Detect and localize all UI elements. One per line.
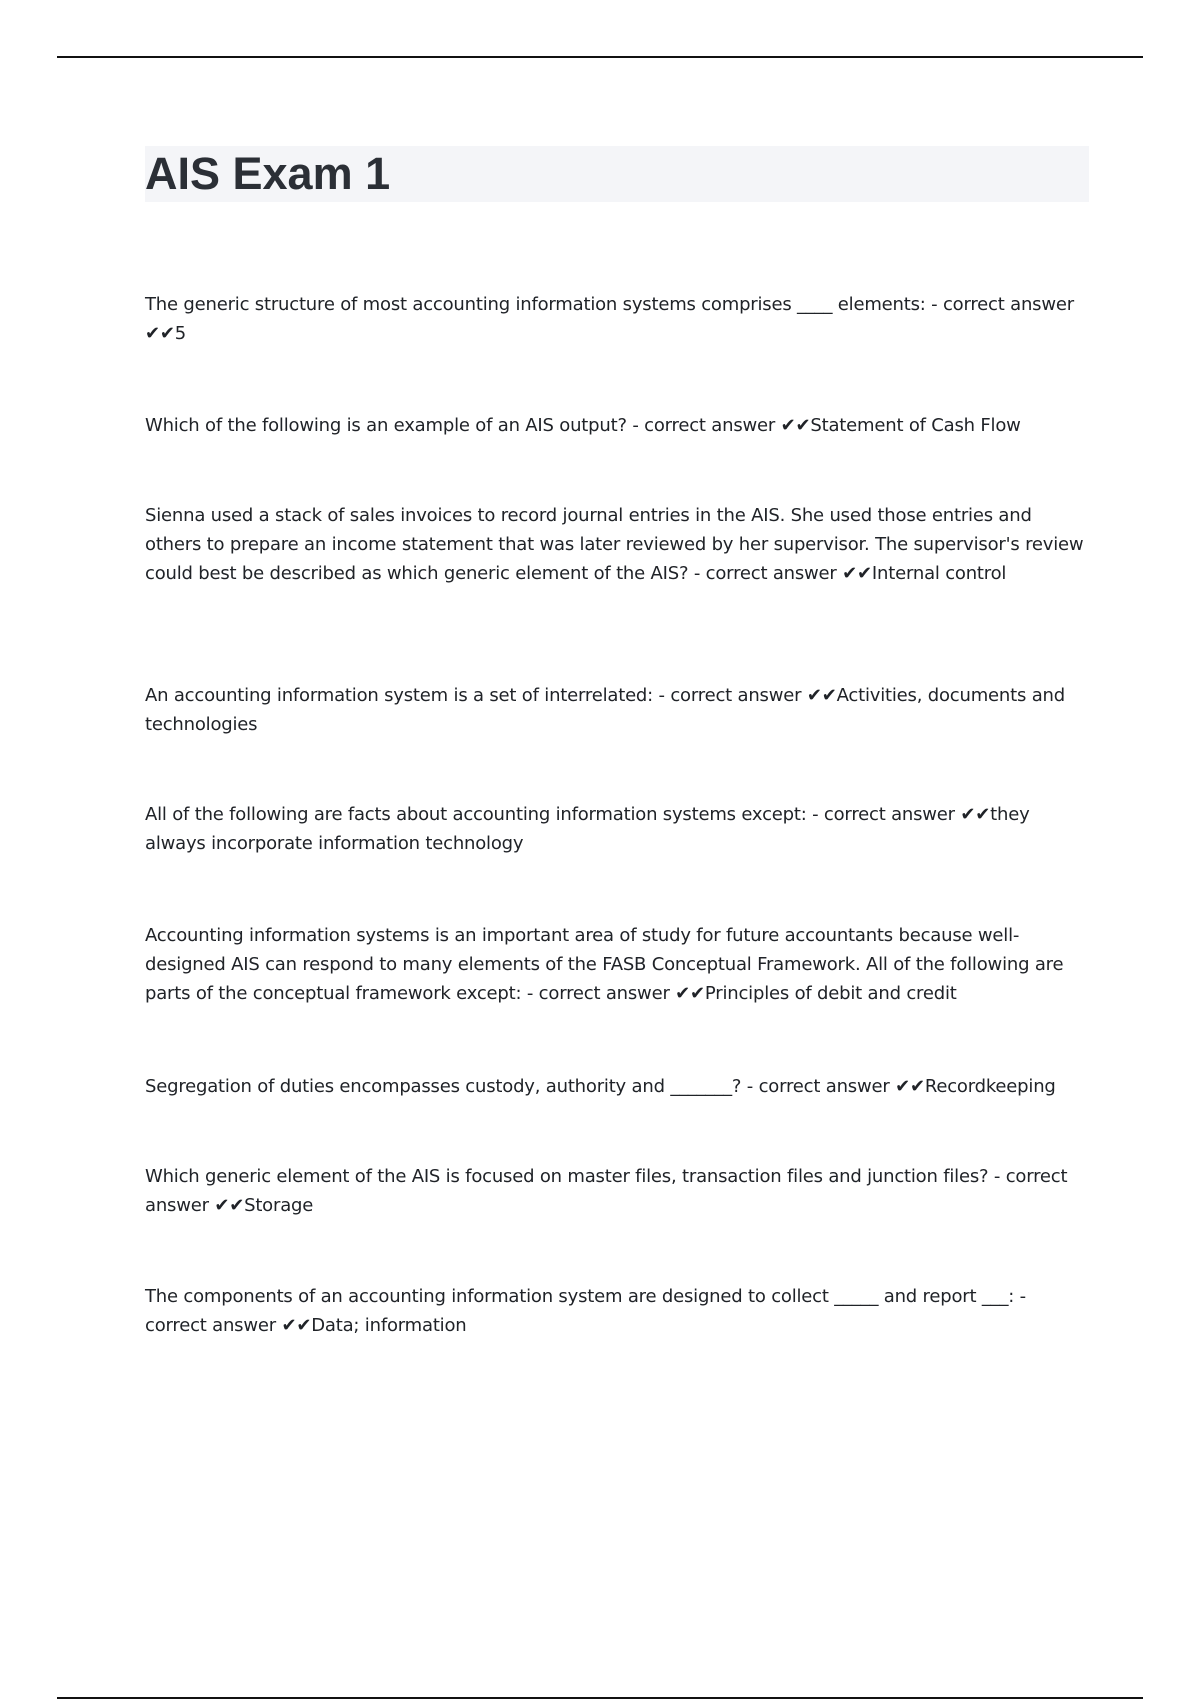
bottom-rule <box>57 1697 1143 1699</box>
qa-item-3: Sienna used a stack of sales invoices to record journal entries in the AIS. She used those entries and others to prepare an income statement that was later reviewed by her supervisor. The supervisor's review could best be described as which generic element of the AIS? - correct answer ✔✔Internal control <box>145 505 1084 584</box>
qa-item-8: Which generic element of the AIS is focused on master files, transaction files and junction files? - correct answer ✔✔Storage <box>145 1166 1068 1216</box>
qa-item-9: The components of an accounting information system are designed to collect _____ and report ___: - correct answer ✔✔Data; information <box>145 1286 1026 1336</box>
page-title: AIS Exam 1 <box>145 148 391 199</box>
top-rule <box>57 56 1143 58</box>
qa-item-5: All of the following are facts about accounting information systems except: - correct answer ✔✔they always incorporate information technology <box>145 804 1030 854</box>
qa-item-6: Accounting information systems is an important area of study for future accountants because well-designed AIS can respond to many elements of the FASB Conceptual Framework. All of the following are parts of the conceptual framework except: - correct answer ✔✔Principles of debit and credit <box>145 925 1064 1004</box>
qa-item-7: Segregation of duties encompasses custody, authority and _______? - correct answer ✔✔Recordkeeping <box>145 1076 1056 1097</box>
qa-item-2: Which of the following is an example of an AIS output? - correct answer ✔✔Statement of Cash Flow <box>145 415 1021 436</box>
qa-item-1: The generic structure of most accounting information systems comprises ____ elements: - correct answer ✔✔5 <box>145 294 1074 344</box>
qa-item-4: An accounting information system is a set of interrelated: - correct answer ✔✔Activities, documents and technologies <box>145 685 1065 735</box>
title-banner <box>145 146 1089 202</box>
